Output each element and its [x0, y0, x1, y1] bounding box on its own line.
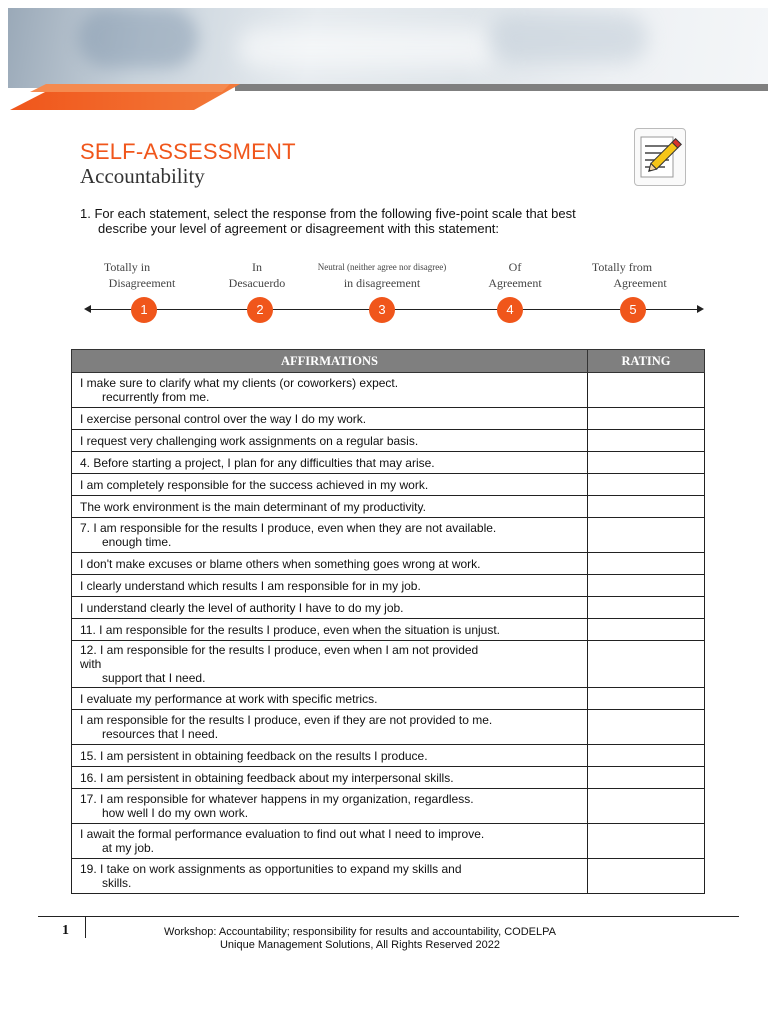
scale-point-4: 4	[497, 297, 523, 323]
affirmation-cell	[72, 789, 588, 824]
scale-label-4-top: Of	[508, 260, 522, 274]
affirmation-text: 16. I am persistent in obtaining feedback about my interpersonal skills.	[80, 770, 454, 785]
table-row	[72, 688, 705, 710]
instructions	[80, 206, 640, 236]
rating-cell[interactable]	[588, 641, 705, 688]
affirmation-cell	[72, 859, 588, 894]
table-row	[72, 430, 705, 452]
header-orange-highlight	[30, 84, 230, 92]
rating-cell[interactable]	[588, 619, 705, 641]
table-row	[72, 824, 705, 859]
rating-column-header: RATING	[588, 350, 705, 373]
scale-label-4	[470, 259, 560, 291]
rating-cell[interactable]	[588, 597, 705, 619]
table-row	[72, 859, 705, 894]
rating-cell[interactable]	[588, 767, 705, 789]
table-row	[72, 496, 705, 518]
scale-point-3: 3	[369, 297, 395, 323]
affirmation-text-continued: recurrently from me.	[102, 390, 210, 404]
scale-label-3	[300, 259, 464, 291]
affirmation-text: I don't make excuses or blame others when something goes wrong at work.	[80, 556, 481, 571]
rating-cell[interactable]	[588, 745, 705, 767]
affirmation-cell	[72, 496, 588, 518]
affirmation-cell	[72, 408, 588, 430]
scale-label-1-bottom: Disagreement	[108, 276, 176, 290]
affirmation-cell	[72, 373, 588, 408]
scale-point-2: 2	[247, 297, 273, 323]
rating-cell[interactable]	[588, 373, 705, 408]
table-row	[72, 789, 705, 824]
scale-arrow-right-icon	[697, 305, 704, 313]
rating-cell[interactable]	[588, 789, 705, 824]
affirmation-text-continued: at my job.	[102, 841, 155, 855]
table-row	[72, 767, 705, 789]
header-banner-image	[8, 8, 768, 88]
affirmation-cell	[72, 619, 588, 641]
footer-divider	[85, 916, 86, 938]
affirmation-cell	[72, 710, 588, 745]
affirmation-text-continued: support that I need.	[102, 671, 206, 685]
affirmation-text: I understand clearly the level of authority I have to do my job.	[80, 600, 404, 615]
affirmation-cell	[72, 474, 588, 496]
rating-cell[interactable]	[588, 553, 705, 575]
affirmation-cell	[72, 452, 588, 474]
scale-arrow-left-icon	[84, 305, 91, 313]
scale-label-3-top: Neutral (neither agree nor disagree)	[317, 262, 447, 272]
table-row	[72, 474, 705, 496]
table-row	[72, 518, 705, 553]
scale-point-1: 1	[131, 297, 157, 323]
rating-cell[interactable]	[588, 575, 705, 597]
affirmation-cell	[72, 745, 588, 767]
footer-text	[140, 926, 580, 952]
scale-label-2-top: In	[252, 260, 262, 274]
affirmation-cell	[72, 767, 588, 789]
instructions-line-1: 1. For each statement, select the response from the following five-point scale that best	[80, 206, 576, 221]
footer-line-1: Workshop: Accountability; responsibility for results and accountability, CODELPA	[164, 926, 556, 938]
affirmation-text: I make sure to clarify what my clients (or coworkers) expect.	[80, 376, 399, 390]
footer-line-2: Unique Management Solutions, All Rights Reserved 2022	[219, 939, 501, 951]
affirmation-cell	[72, 641, 588, 688]
table-row	[72, 575, 705, 597]
table-row	[72, 641, 705, 688]
pencil-note-icon	[634, 128, 686, 186]
table-row	[72, 619, 705, 641]
affirmation-text-continued: skills.	[102, 876, 132, 890]
affirmations-table	[71, 349, 705, 894]
scale-label-1-top: Totally in	[103, 260, 151, 274]
rating-cell[interactable]	[588, 496, 705, 518]
rating-cell[interactable]	[588, 688, 705, 710]
affirmation-text: I clearly understand which results I am responsible for in my job.	[80, 578, 421, 593]
affirmation-text: 15. I am persistent in obtaining feedback on the results I produce.	[80, 748, 428, 763]
rating-cell[interactable]	[588, 430, 705, 452]
instructions-line-2: describe your level of agreement or disagreement with this statement:	[98, 221, 500, 236]
affirmation-text-continued: enough time.	[102, 535, 172, 549]
scale-label-5-top: Totally from	[591, 260, 653, 274]
affirmation-text: I am responsible for the results I produce, even if they are not provided to me.	[80, 713, 493, 727]
rating-cell[interactable]	[588, 518, 705, 553]
footer-rule	[38, 916, 739, 917]
rating-cell[interactable]	[588, 824, 705, 859]
scale-label-4-bottom: Agreement	[488, 276, 542, 290]
page-number: 1	[62, 923, 69, 938]
affirmation-cell	[72, 688, 588, 710]
rating-cell[interactable]	[588, 710, 705, 745]
scale-label-5	[578, 259, 678, 291]
affirmation-text: I am completely responsible for the success achieved in my work.	[80, 477, 429, 492]
affirmations-column-header: AFFIRMATIONS	[72, 350, 588, 373]
affirmation-text: 19. I take on work assignments as opportunities to expand my skills and	[80, 862, 462, 876]
affirmation-text: 7. I am responsible for the results I produce, even when they are not available.	[80, 521, 497, 535]
affirmation-text: I evaluate my performance at work with specific metrics.	[80, 691, 378, 706]
scale-point-5: 5	[620, 297, 646, 323]
affirmation-text: I request very challenging work assignments on a regular basis.	[80, 433, 419, 448]
affirmation-text: The work environment is the main determinant of my productivity.	[80, 499, 426, 514]
affirmation-cell	[72, 824, 588, 859]
table-header-row	[72, 350, 705, 373]
affirmation-cell	[72, 518, 588, 553]
table-row	[72, 745, 705, 767]
affirmation-text-continued: resources that I need.	[102, 727, 219, 741]
scale-label-1	[87, 259, 197, 291]
table-row	[72, 452, 705, 474]
affirmation-text-continued: how well I do my own work.	[102, 806, 249, 820]
page-title: SELF-ASSESSMENT	[80, 139, 296, 164]
header-gray-stripe	[235, 84, 768, 91]
table-row	[72, 553, 705, 575]
affirmation-cell	[72, 430, 588, 452]
scale-label-3-bottom: in disagreement	[343, 276, 421, 290]
affirmation-text: 12. I am responsible for the results I produce, even when I am not provided with	[80, 643, 479, 671]
affirmation-text: 11. I am responsible for the results I produce, even when the situation is unjust.	[80, 622, 501, 637]
affirmation-text: 4. Before starting a project, I plan for any difficulties that may arise.	[80, 455, 435, 470]
rating-cell[interactable]	[588, 859, 705, 894]
table-row	[72, 710, 705, 745]
affirmation-cell	[72, 575, 588, 597]
rating-cell[interactable]	[588, 474, 705, 496]
affirmation-text: 17. I am responsible for whatever happens in my organization, regardless.	[80, 792, 474, 806]
rating-cell[interactable]	[588, 408, 705, 430]
scale-label-5-bottom: Agreement	[613, 276, 667, 290]
affirmation-text: I await the formal performance evaluation to find out what I need to improve.	[80, 827, 485, 841]
affirmation-text: I exercise personal control over the way I do my work.	[80, 411, 367, 426]
affirmation-cell	[72, 553, 588, 575]
table-row	[72, 408, 705, 430]
scale-label-2-bottom: Desacuerdo	[228, 276, 286, 290]
table-row	[72, 373, 705, 408]
scale-label-2	[212, 259, 302, 291]
page-subtitle: Accountability	[80, 164, 205, 188]
rating-cell[interactable]	[588, 452, 705, 474]
table-row	[72, 597, 705, 619]
affirmation-cell	[72, 597, 588, 619]
